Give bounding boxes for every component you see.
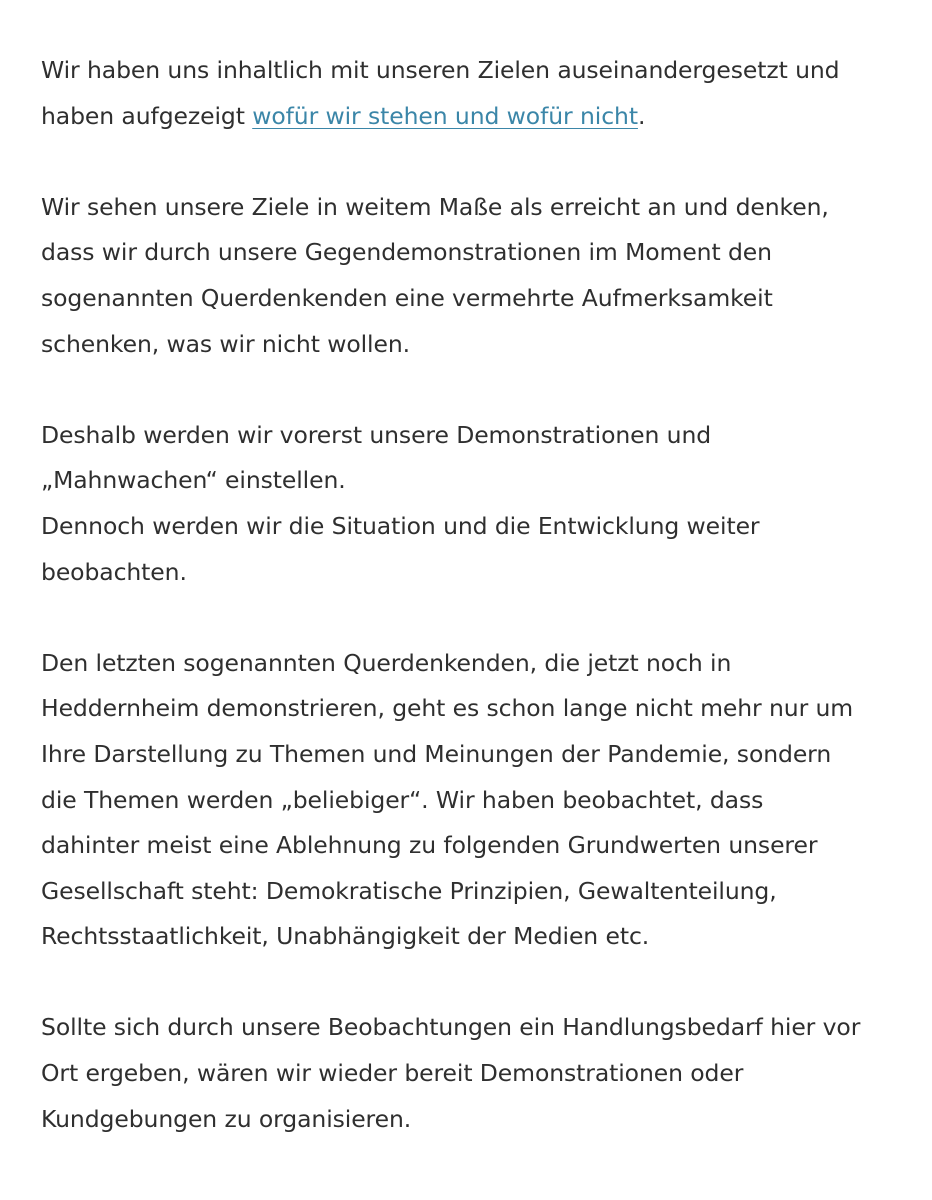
text-line: Den letzten sogenannten Querdenkenden, die jetzt noch in: [41, 648, 732, 677]
text-line: Gesellschaft steht: Demokratische Prinzipien, Gewaltenteilung,: [41, 876, 777, 905]
text-segment: haben aufgezeigt: [41, 101, 253, 130]
paragraph-achieved: [41, 185, 911, 367]
text-line: Ort ergeben, wären wir wieder bereit Demonstrationen oder: [41, 1059, 744, 1088]
text-line: [41, 94, 911, 140]
link-values[interactable]: wofür wir stehen und wofür nicht: [252, 101, 638, 130]
text-line: die Themen werden „beliebiger“. Wir haben beobachtet, dass: [41, 785, 764, 814]
text-line: Kundgebungen zu organisieren.: [41, 1104, 412, 1133]
text-line: Ihre Darstellung zu Themen und Meinungen der Pandemie, sondern: [41, 739, 832, 768]
paragraph-pause: [41, 413, 911, 595]
article-body: [41, 48, 911, 1142]
paragraph-goals: [41, 48, 911, 139]
text-line: schenken, was wir nicht wollen.: [41, 329, 410, 358]
text-line: beobachten.: [41, 557, 187, 586]
text-line: Heddernheim demonstrieren, geht es schon lange nicht mehr nur um: [41, 694, 854, 723]
text-line: sogenannten Querdenkenden eine vermehrte Aufmerksamkeit: [41, 283, 773, 312]
text-line: dahinter meist eine Ablehnung zu folgenden Grundwerten unserer: [41, 831, 818, 860]
paragraph-observation: [41, 641, 911, 960]
text-line: Rechtsstaatlichkeit, Unabhängigkeit der Medien etc.: [41, 922, 650, 951]
text-line: Sollte sich durch unsere Beobachtungen ein Handlungsbedarf hier vor: [41, 1013, 861, 1042]
text-line: „Mahnwachen“ einstellen.: [41, 466, 346, 495]
text-line: Deshalb werden wir vorerst unsere Demonstrationen und: [41, 420, 712, 449]
text-line: Wir haben uns inhaltlich mit unseren Zielen auseinandergesetzt und: [41, 56, 840, 84]
text-line: Dennoch werden wir die Situation und die Entwicklung weiter: [41, 511, 760, 540]
text-line: dass wir durch unsere Gegendemonstrationen im Moment den: [41, 238, 772, 267]
paragraph-outlook: [41, 1005, 911, 1142]
text-line: Wir sehen unsere Ziele in weitem Maße als erreicht an und denken,: [41, 192, 829, 221]
text-segment: .: [637, 101, 646, 130]
